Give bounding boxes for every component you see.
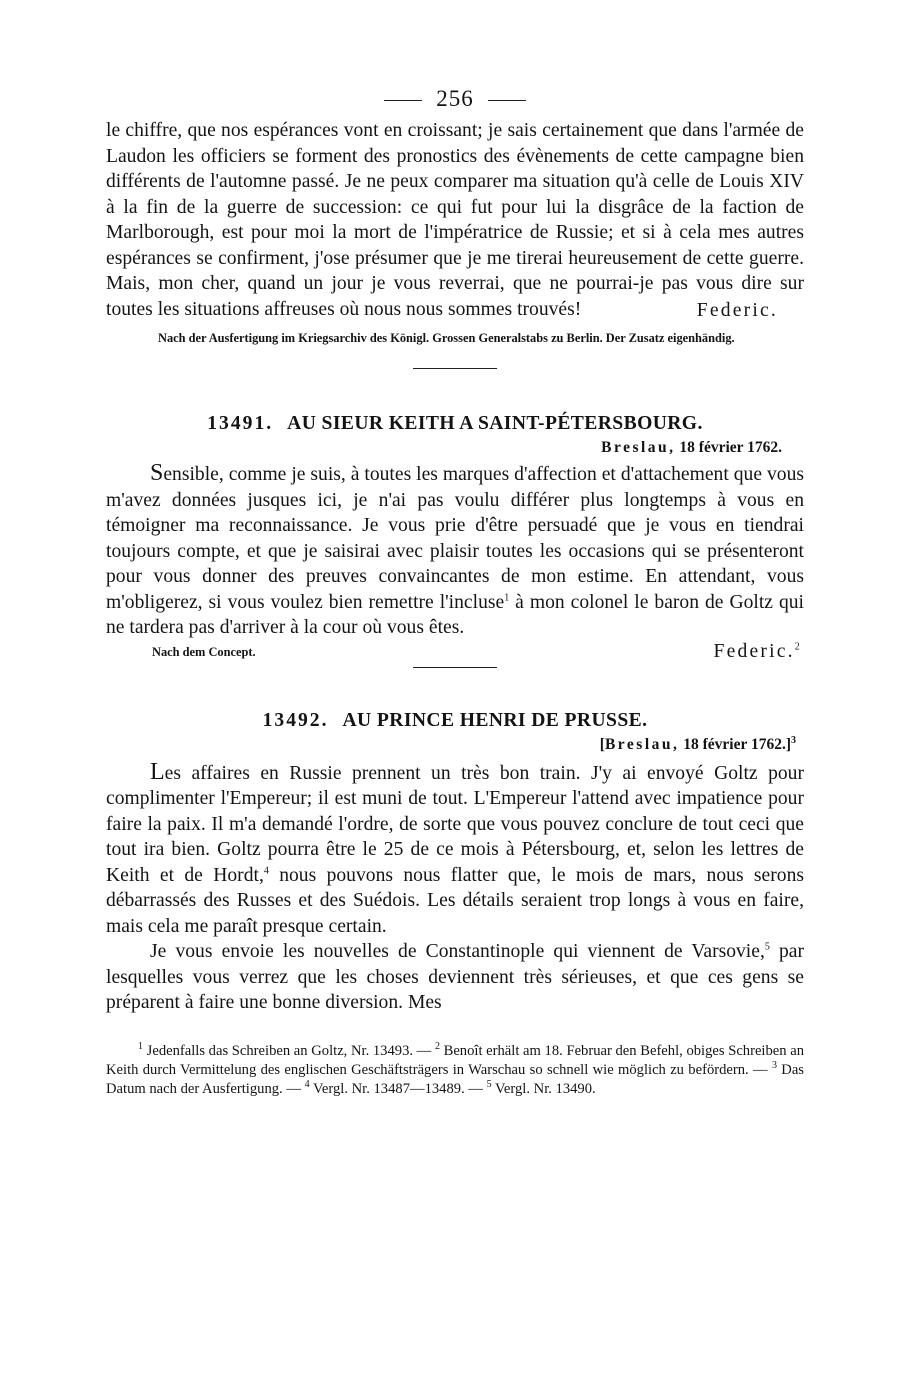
- letter-13491-place: Breslau,: [601, 439, 676, 456]
- page-content: [106, 84, 804, 1100]
- letter-13492-heading: [106, 708, 804, 734]
- letter-13492-paragraph-1: [106, 760, 804, 940]
- letter-13491-signature: Federic.: [713, 640, 795, 662]
- footnote-3-text: Das Datum nach der Ausfertigung. —: [106, 1061, 804, 1098]
- letter-13491-dateline: [106, 437, 804, 459]
- continued-letter-signature: Federic.: [696, 300, 778, 321]
- footnote-2-marker: 2: [434, 1040, 440, 1052]
- letter-13492-date-bracket: [: [599, 735, 605, 753]
- page-header: [106, 84, 804, 118]
- letter-13491-title: AU SIEUR KEITH A SAINT-PÉTERSBOURG.: [287, 413, 703, 434]
- continued-letter-source: Nach der Ausfertigung im Kriegsarchiv des Königl. Grossen Generalstabs zu Berlin. Der Zusatz eigenhändig.: [158, 331, 735, 345]
- section-divider-2: [413, 667, 497, 668]
- footnote-ref-2: 2: [794, 640, 802, 652]
- footnote-ref-3: 3: [791, 734, 796, 746]
- page-number: 256: [436, 86, 474, 111]
- footnote-5-marker: 5: [486, 1079, 492, 1091]
- letter-13492-title: AU PRINCE HENRI DE PRUSSE.: [342, 709, 648, 731]
- letter-13492-p2-text: Je vous envoie les nouvelles de Constantinople qui viennent de Varsovie,: [150, 941, 765, 962]
- footnote-block: [106, 1042, 804, 1100]
- footnote-1-marker: 1: [138, 1040, 143, 1052]
- footnote-1-text: Jedenfalls das Schreiben an Goltz, Nr. 13493. —: [143, 1042, 435, 1059]
- letter-13492-number: 13492.: [262, 709, 329, 731]
- footnote-ref-5: 5: [764, 941, 770, 953]
- letter-13492-initial: L: [150, 758, 165, 785]
- footnote-3-marker: 3: [771, 1060, 777, 1072]
- letter-13492-date: 18 février 1762.]: [683, 735, 791, 753]
- letter-13491-footer: [106, 641, 804, 663]
- letter-13492-dateline: [106, 734, 804, 756]
- letter-13491-body: [106, 461, 804, 641]
- footnote-5-text: Vergl. Nr. 13490.: [491, 1081, 596, 1098]
- continued-letter-text: le chiffre, que nos espérances vont en croissant; je sais certainement que dans l'armée de Laudon les officiers se forment des pronostics des évènements de cette campagne bien différents de l'automne passé. Je ne peux comparer ma situation qu'à celle de Louis XIV à la fin de la guerre de succession: ce qui fut pour lui la disgrâce de la faction de Marlborough, est pour moi la mort de l'impératrice de Russie; et si à cela mes autres espérances se confirment, j'ose présumer que je me tirerai heureusement de cette guerre. Mais, mon cher, quand un jour je vous reverrai, que ne pourrai-je pas vous dire sur toutes les situations affreuses où nous nous sommes trouvés!: [106, 120, 804, 320]
- letter-13492-p1-text-end: nous pouvons nous flatter que, le mois de mars, nous serons débarrassés des Russes et des Suédois. Les détails seraient trop longs à vous en faire, mais cela me paraît presque certain.: [106, 864, 804, 937]
- letter-13491-source: Nach dem Concept.: [152, 644, 256, 659]
- letter-13492-paragraph-2: [106, 939, 804, 1016]
- footnotes: [106, 1042, 804, 1100]
- footnote-4-marker: 4: [304, 1079, 310, 1091]
- header-dash-left: [384, 100, 422, 101]
- letter-13491-date: 18 février 1762.: [679, 439, 782, 456]
- letter-13491-initial: S: [150, 460, 164, 486]
- footnote-4-text: Vergl. Nr. 13487—13489. —: [309, 1081, 487, 1098]
- footnote-2-text: Benoît erhält am 18. Februar den Befehl, obiges Schreiben an Keith durch Vermittelung des englischen Geschäftsträgers in Warschau so schnell wie möglich zu befördern. —: [106, 1042, 804, 1078]
- letter-13492-p1-text: es affaires en Russie prennent un très bon train. J'y ai envoyé Goltz pour complimenter l'Empereur; il est muni de tout. L'Empereur l'attend avec impatience pour faire la paix. Il m'a demandé l'ordre, de sorte que vous pouvez conclure de tout ceci que tout ira bien. Goltz pourra être le 25 de ce mois à Pétersbourg, et, selon les lettres de Keith et de Hordt,: [106, 762, 804, 886]
- letter-13491-text-end: à mon colonel le baron de Goltz qui ne tardera pas d'arriver à la cour où vous êtes.: [106, 591, 804, 638]
- footnote-ref-4: 4: [263, 864, 269, 876]
- letter-13492-place: Breslau,: [604, 735, 680, 753]
- footnote-ref-1: 1: [504, 591, 510, 603]
- section-divider-1: [413, 368, 497, 369]
- letter-13491-signature-block: [714, 641, 804, 663]
- letter-13491-number: 13491.: [207, 413, 274, 434]
- header-dash-right: [488, 100, 526, 101]
- letter-13492-p2-text-end: par lesquelles vous verrez que les choses deviennent très sérieuses, et que ces gens se préparent à faire une bonne diversion. Mes: [106, 941, 804, 1013]
- letter-13491-heading: [106, 411, 804, 437]
- letter-13491-text: ensible, comme je suis, à toutes les marques d'affection et d'attachement que vous m'avez données jusques ici, je n'ai pas voulu différer plus longtemps à vous en témoigner ma reconnaissance. Je vous prie d'être persuadé que je vous en tiendrai toujours compte, et que je saisirai avec plaisir toutes les occasions qui se présenteront pour vous donner des preuves convaincantes de mon estime. En attendant, vous m'obligerez, si vous voulez bien remettre l'incluse: [106, 464, 804, 613]
